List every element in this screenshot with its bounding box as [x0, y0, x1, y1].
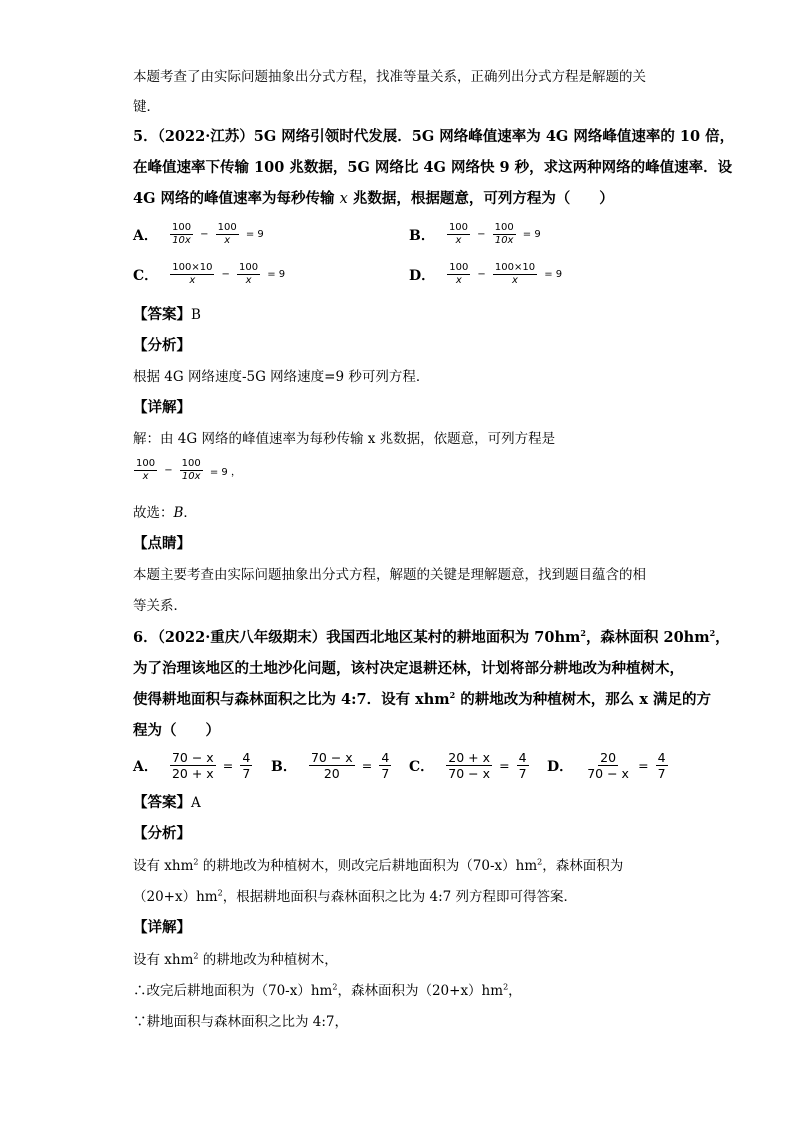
- fraction: [447, 262, 470, 287]
- analysis-text-2: ，根据耕地面积与森林面积之比为 4:7 列方程即可得答案．: [222, 889, 578, 905]
- detail-text-2: ，森林面积为（20+x）hm: [337, 983, 504, 999]
- superscript: 2: [332, 982, 338, 992]
- operator: −: [477, 229, 486, 240]
- denominator: 7: [518, 766, 527, 781]
- operator: −: [164, 465, 173, 476]
- numerator: 100: [449, 262, 469, 273]
- q6-text: 6．（2022·重庆八年级期末）我国西北地区某村的耕地面积为 70hm: [133, 629, 581, 646]
- analysis-text: 设有 xhm: [133, 858, 194, 874]
- superscript: 2: [709, 628, 716, 639]
- operator: −: [221, 269, 230, 280]
- superscript: 2: [193, 951, 199, 961]
- numerator: 70 − x: [310, 750, 353, 765]
- fraction: [170, 262, 214, 287]
- q6-text-2: ，森林面积 20hm: [585, 629, 710, 646]
- q6-analysis-tag: 【分析】: [133, 825, 191, 842]
- operator: −: [200, 229, 209, 240]
- detail-text: ∴改完后耕地面积为（70-x）hm: [133, 983, 333, 999]
- option-label: C．: [133, 267, 159, 284]
- numerator: 100: [217, 222, 237, 233]
- option-label: D．: [409, 267, 436, 284]
- q5-analysis-tag: 【分析】: [133, 337, 191, 354]
- answer-tag: 【答案】: [133, 794, 191, 811]
- q6-analysis-line-1: [133, 856, 623, 876]
- q5-analysis-text: 根据 4G 网络速度-5G 网络速度=9 秒可列方程．: [133, 369, 430, 385]
- option-label: B．: [271, 758, 297, 775]
- q6-option-c: [409, 750, 530, 781]
- numerator: 100: [494, 222, 514, 233]
- q6-detail-tag: 【详解】: [133, 919, 191, 936]
- q5-option-c: [133, 262, 286, 287]
- q6-answer: [133, 793, 201, 813]
- denominator: 10x: [494, 235, 514, 246]
- superscript: 2: [217, 888, 223, 898]
- q6-text-3: ，: [715, 629, 730, 646]
- option-label: C．: [409, 758, 435, 775]
- denominator: 7: [242, 766, 251, 781]
- denominator: 70 − x: [587, 766, 629, 781]
- numerator: 20 + x: [448, 750, 490, 765]
- fraction: [517, 750, 529, 781]
- q5-stem-text: 4G 网络的峰值速率为每秒传输: [133, 190, 340, 207]
- fraction: [180, 458, 203, 483]
- answer-tag: 【答案】: [133, 306, 191, 323]
- numerator: 70 − x: [171, 750, 214, 765]
- rhs: = 9 ，: [209, 467, 241, 478]
- fraction: [379, 750, 391, 781]
- q5-comment-line-1: 本题主要考查由实际问题抽象出分式方程，解题的关键是理解题意，找到题目蕴含的相: [133, 567, 646, 583]
- superscript: 2: [503, 982, 509, 992]
- fraction: [240, 750, 252, 781]
- q5-option-a: [133, 222, 265, 247]
- denominator: 20 + x: [171, 766, 214, 781]
- fraction: [446, 750, 492, 781]
- numerator: 100: [448, 222, 469, 233]
- fraction: [134, 458, 157, 483]
- q6-detail-line-1: [133, 950, 338, 970]
- analysis-text-2: 的耕地改为种植树木，则改完后耕地面积为（70-x）hm: [198, 858, 538, 874]
- q6-stem-line-2: 为了治理该地区的土地沙化问题，该村决定退耕还林，计划将部分耕地改为种植树木，: [133, 660, 684, 677]
- fraction: [309, 750, 355, 781]
- detail-text: 设有 xhm: [133, 952, 194, 968]
- q5-comment-tag: 【点睛】: [133, 535, 191, 552]
- denominator: x: [245, 275, 252, 286]
- numerator: 4: [518, 750, 527, 765]
- denominator: x: [224, 235, 231, 246]
- fraction: [216, 222, 239, 247]
- q6-detail-line-2: [133, 981, 522, 1001]
- denominator: x: [455, 235, 462, 246]
- numerator: 4: [242, 750, 251, 765]
- equals: =: [638, 758, 649, 773]
- q6-stem-line-1: [133, 628, 730, 648]
- q5-detail-choice: [133, 503, 197, 523]
- rhs: = 9: [522, 229, 541, 240]
- analysis-text-3: ，森林面积为: [542, 858, 624, 874]
- option-label: A．: [133, 227, 158, 244]
- equals: =: [361, 758, 373, 773]
- rhs: = 9: [267, 269, 286, 280]
- answer-value: A: [191, 795, 201, 811]
- q5-variable: x: [339, 191, 348, 207]
- numerator: 4: [657, 750, 666, 765]
- rhs: = 9: [544, 269, 563, 280]
- option-label: B．: [409, 227, 435, 244]
- q5-stem-line-2: 在峰值速率下传输 100 兆数据，5G 网络比 4G 网络快 9 秒，求这两种网络的峰值速率．设: [133, 159, 733, 176]
- numerator: 100: [171, 222, 192, 233]
- fraction: [585, 750, 631, 781]
- q6-option-a: [133, 750, 253, 781]
- answer-value: B: [191, 307, 201, 323]
- q5-detail-equation: [133, 458, 242, 483]
- equals: =: [222, 758, 234, 773]
- q6-stem-line-3: [133, 690, 711, 710]
- q6-text: 使得耕地面积与森林面积之比为 4:7．设有 xhm: [133, 691, 450, 708]
- numerator: 20: [600, 750, 617, 765]
- denominator: x: [512, 275, 518, 286]
- q6-text-2: 的耕地改为种植树木，那么 x 满足的方: [455, 691, 712, 708]
- superscript: 2: [193, 857, 199, 867]
- q5-detail-line-1: 解：由 4G 网络的峰值速率为每秒传输 x 兆数据，依题意，可列方程是: [133, 431, 556, 447]
- operator: −: [477, 269, 486, 280]
- numerator: 100: [239, 262, 259, 273]
- q5-comment-line-2: 等关系．: [133, 598, 187, 614]
- superscript: 2: [449, 690, 456, 701]
- fraction: [170, 750, 216, 781]
- denominator: 10x: [181, 471, 201, 482]
- numerator: 100: [136, 458, 156, 469]
- q6-analysis-line-2: [133, 887, 577, 907]
- choice-text: 故选：: [133, 505, 174, 521]
- option-label: A．: [133, 758, 158, 775]
- intro-line-1: 本题考查了由实际问题抽象出分式方程，找准等量关系，正确列出分式方程是解题的关: [133, 69, 646, 85]
- detail-text-3: ，: [508, 983, 522, 999]
- denominator: x: [189, 275, 196, 286]
- q5-stem-line-1: 5．（2022·江苏）5G 网络引领时代发展．5G 网络峰值速率为 4G 网络峰值速率的 10 倍，: [133, 128, 735, 145]
- denominator: 7: [657, 766, 666, 781]
- choice-end: ．: [183, 505, 197, 521]
- equals: =: [499, 758, 510, 773]
- denominator: 20: [323, 766, 340, 781]
- numerator: 100×10: [172, 262, 213, 273]
- denominator: 7: [381, 766, 390, 781]
- numerator: 100×10: [494, 262, 536, 273]
- q6-stem-line-4: 程为（ ）: [133, 722, 220, 739]
- q5-option-b: [409, 222, 542, 247]
- q5-answer: [133, 305, 201, 325]
- fraction: [493, 262, 537, 287]
- fraction: [170, 222, 193, 247]
- denominator: 10x: [172, 235, 191, 246]
- detail-text-2: 的耕地改为种植树木，: [198, 952, 338, 968]
- q6-detail-line-3: ∵耕地面积与森林面积之比为 4:7，: [133, 1014, 349, 1030]
- superscript: 2: [537, 857, 543, 867]
- rhs: = 9: [245, 229, 264, 240]
- q5-stem-line-3: [133, 189, 614, 209]
- denominator: x: [142, 471, 149, 482]
- q6-option-d: [547, 750, 669, 781]
- option-label: D．: [547, 758, 574, 775]
- numerator: 100: [181, 458, 201, 469]
- choice-value: B: [173, 505, 184, 521]
- q5-detail-tag: 【详解】: [133, 399, 191, 416]
- denominator: 70 − x: [448, 766, 490, 781]
- q6-option-b: [271, 750, 392, 781]
- q5-stem-text-2: 兆数据，根据题意，可列方程为（ ）: [347, 190, 614, 207]
- fraction: [237, 262, 260, 287]
- fraction: [447, 222, 470, 247]
- superscript: 2: [580, 628, 586, 639]
- analysis-text: （20+x）hm: [133, 889, 218, 905]
- q5-option-d: [409, 262, 563, 287]
- fraction: [656, 750, 668, 781]
- numerator: 4: [381, 750, 390, 765]
- intro-line-2: 键．: [133, 99, 160, 115]
- denominator: x: [455, 275, 462, 286]
- fraction: [493, 222, 516, 247]
